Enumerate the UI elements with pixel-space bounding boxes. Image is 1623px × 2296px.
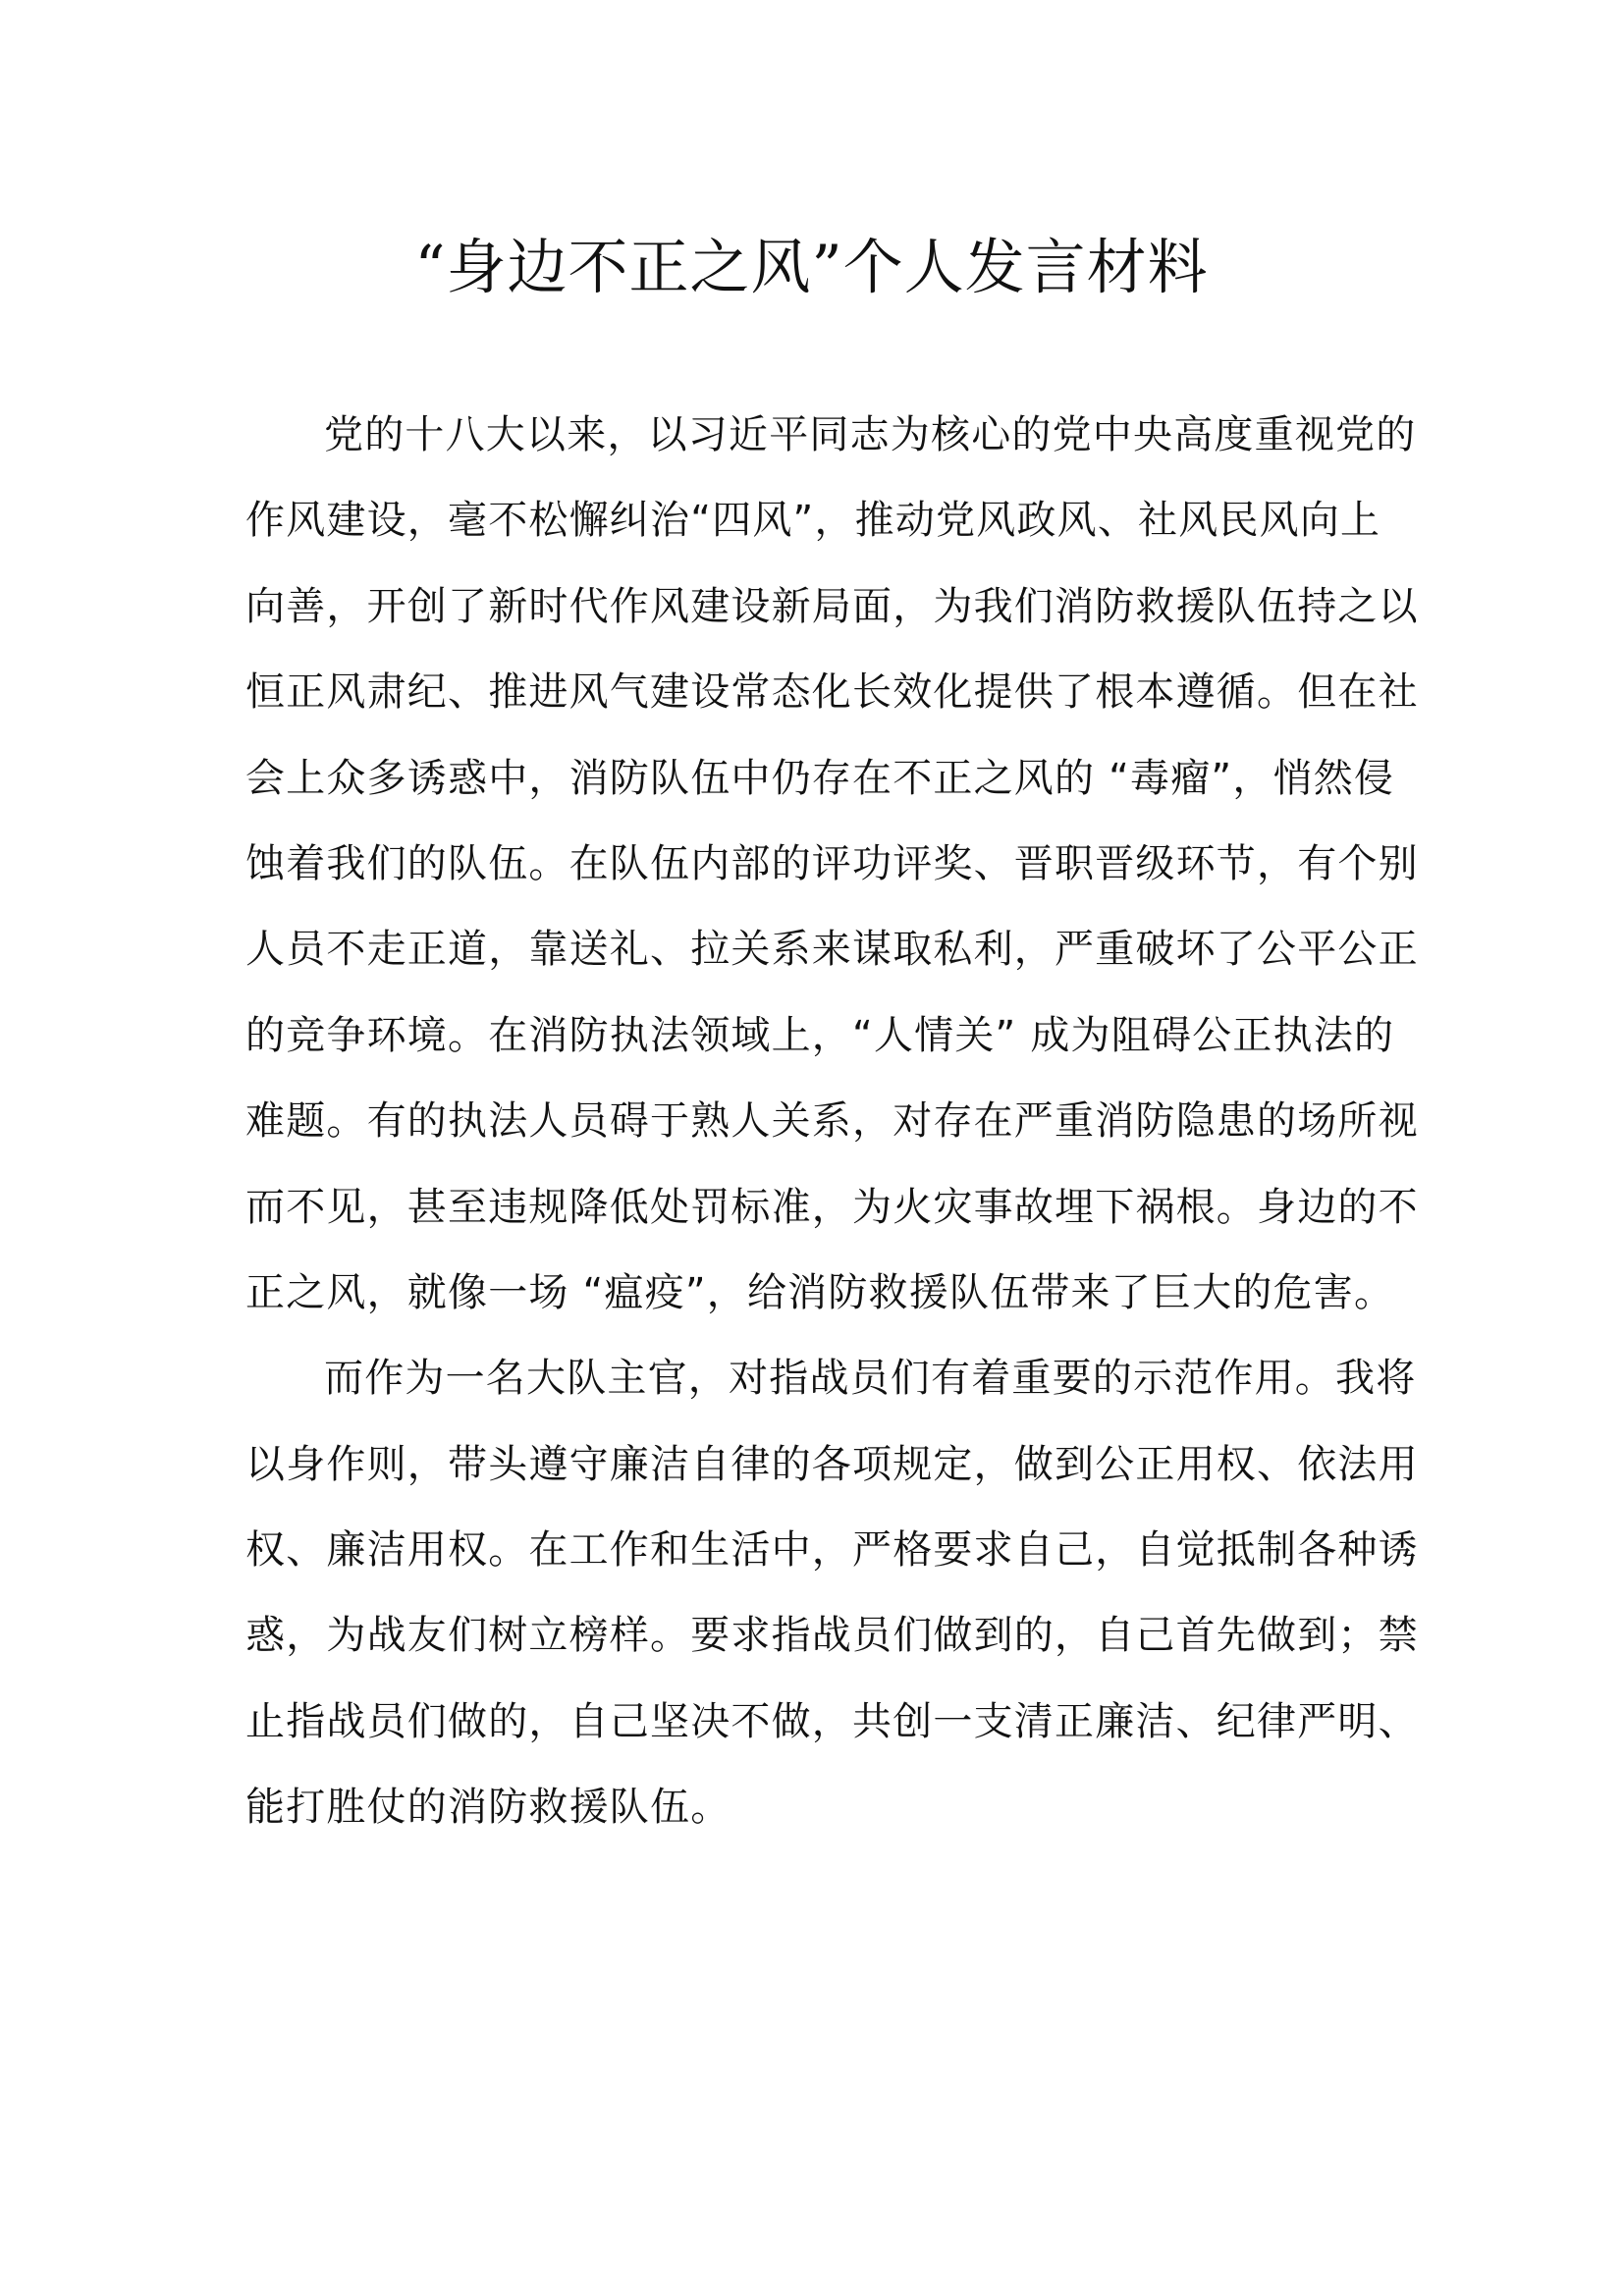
paragraph-2-line-2: 以身作则，带头遵守廉洁自律的各项规定，做到公正用权、依法用 [245, 1441, 1419, 1487]
paragraph-1-line-7: 人员不走正道，靠送礼、拉关系来谋取私利，严重破坏了公平公正 [245, 927, 1419, 973]
paragraph-1-line-2: 作风建设，毫不松懈纠治“四风”，推动党风政风、社风民风向上 [245, 498, 1381, 544]
paragraph-2-line-4: 惑，为战友们树立榜样。要求指战员们做到的，自己首先做到；禁 [245, 1613, 1419, 1659]
paragraph-2-line-6: 能打胜仗的消防救援队伍。 [245, 1785, 731, 1831]
paragraph-1-line-6: 蚀着我们的队伍。在队伍内部的评功评奖、晋职晋级环节，有个别 [245, 840, 1419, 886]
paragraph-1-line-8: 的竞争环境。在消防执法领域上，“人情关” 成为阻碍公正执法的 [245, 1012, 1395, 1058]
paragraph-1-line-10: 而不见，甚至违规降低处罚标准，为火灾事故埋下祸根。身边的不 [245, 1184, 1419, 1230]
paragraph-1-line-3: 向善，开创了新时代作风建设新局面，为我们消防救援队伍持之以 [245, 583, 1419, 629]
paragraph-1-line-4: 恒正风肃纪、推进风气建设常态化长效化提供了根本遵循。但在社 [245, 669, 1419, 716]
paragraph-2-line-1: 而作为一名大队主官，对指战员们有着重要的示范作用。我将 [324, 1356, 1417, 1402]
paragraph-2-line-3: 权、廉洁用权。在工作和生活中，严格要求自己，自觉抵制各种诱 [245, 1527, 1419, 1574]
paragraph-1-line-11: 正之风，就像一场 “瘟疫”，给消防救援队伍带来了巨大的危害。 [245, 1269, 1395, 1315]
paragraph-1-line-5: 会上众多诱惑中，消防队伍中仍存在不正之风的 “毒瘤”，悄然侵 [245, 755, 1395, 801]
paragraph-2-line-5: 止指战员们做的，自己坚决不做，共创一支清正廉洁、纪律严明、 [245, 1698, 1419, 1744]
paragraph-1-line-1: 党的十八大以来，以习近平同志为核心的党中央高度重视党的 [324, 412, 1417, 457]
document-body [245, 393, 1419, 1851]
document-title: “身边不正之风”个人发言材料 [414, 233, 1209, 302]
paragraph-1-line-9: 难题。有的执法人员碍于熟人关系，对存在严重消防隐患的场所视 [245, 1098, 1419, 1145]
